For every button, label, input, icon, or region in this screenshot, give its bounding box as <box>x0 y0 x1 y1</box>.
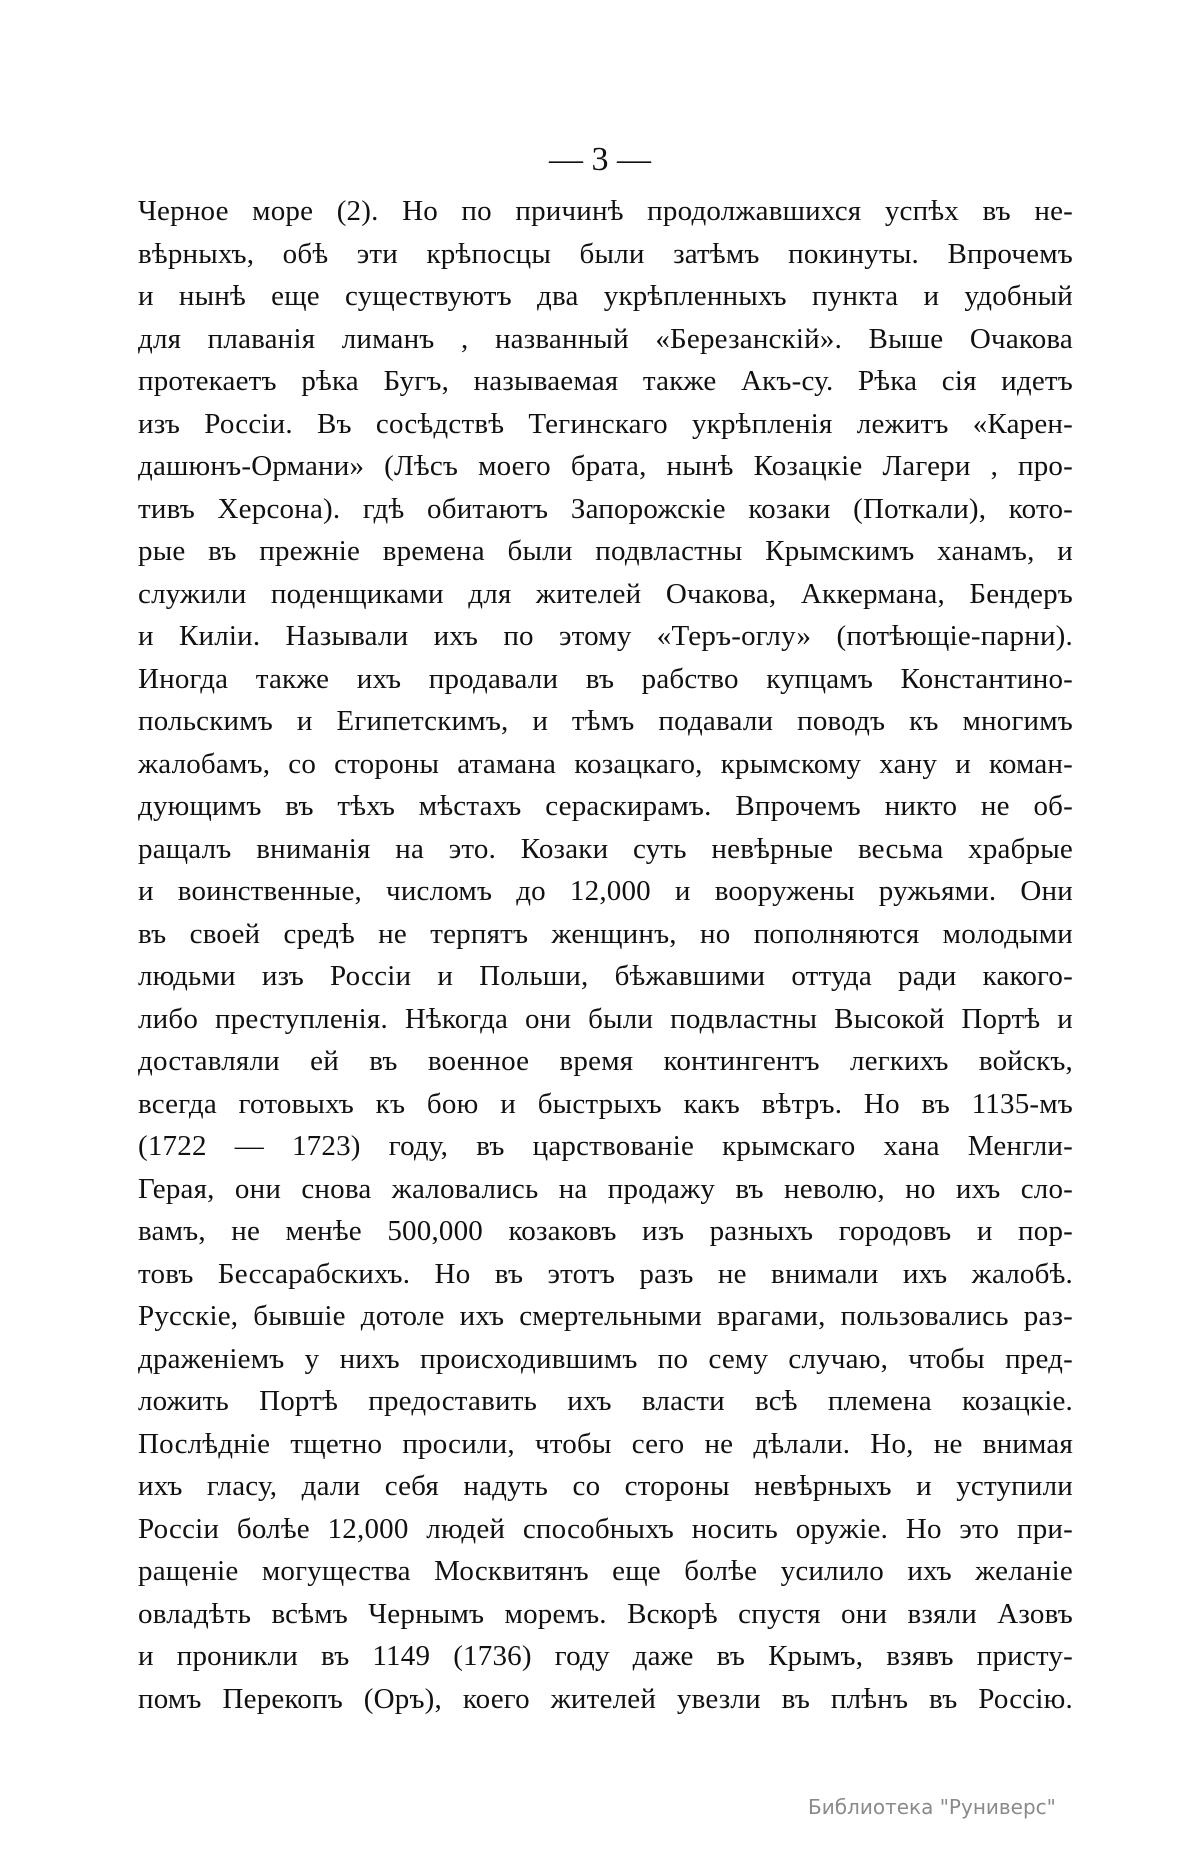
text-line: Россіи болѣе 12,000 людей способныхъ носить оружіе. Но это при- <box>138 1512 1073 1545</box>
text-line: ращеніе могущества Москвитянъ еще болѣе усилило ихъ желаніе <box>138 1555 1073 1587</box>
text-line: Герая, они снова жаловались на продажу въ неволю, но ихъ сло- <box>138 1172 1073 1205</box>
text-line: (1722 — 1723) году, въ царствованіе крымскаго хана Менгли- <box>138 1130 1073 1162</box>
text-line: дашюнъ-Ормани» (Лѣсъ моего брата, нынѣ Козацкіе Лагери , про- <box>138 450 1073 482</box>
text-line: Черное море (2). Но по причинѣ продолжавшихся успѣх въ не- <box>138 195 1073 227</box>
text-line: помъ Перекопъ (Оръ), коего жителей увезли въ плѣнъ въ Россію. <box>138 1682 1073 1715</box>
library-watermark: Библиотека "Руниверс" <box>808 1795 1056 1819</box>
text-line: людьми изъ Россіи и Польши, бѣжавшими оттуда ради какого- <box>138 960 1073 992</box>
text-line: жалобамъ, со стороны атамана козацкаго, крымскому хану и коман- <box>138 747 1073 780</box>
text-line: и Киліи. Называли ихъ по этому «Теръ-оглу» (потѣющіе-парни). <box>138 620 1073 652</box>
body-text <box>138 190 1073 1720</box>
text-line: служили поденщиками для жителей Очакова, Аккермана, Бендеръ <box>138 577 1073 610</box>
text-line: изъ Россіи. Въ сосѣдствѣ Тегинскаго укрѣпленія лежитъ «Карен- <box>138 407 1073 440</box>
text-line: Иногда также ихъ продавали въ рабство купцамъ Константино- <box>138 662 1073 695</box>
text-line: либо преступленія. Нѣкогда они были подвластны Высокой Портѣ и <box>138 1002 1073 1035</box>
text-line: протекаетъ рѣка Бугъ, называемая также Акъ-су. Рѣка сія идетъ <box>138 365 1073 397</box>
text-line: дующимъ въ тѣхъ мѣстахъ сераскирамъ. Впрочемъ никто не об- <box>138 790 1073 822</box>
text-line: и нынѣ еще существуютъ два укрѣпленныхъ пункта и удобный <box>138 280 1073 312</box>
text-line: доставляли ей въ военное время контингентъ легкихъ войскъ, <box>138 1045 1073 1077</box>
text-line: въ своей средѣ не терпятъ женщинъ, но пополняются молодыми <box>138 917 1073 950</box>
text-line: овладѣть всѣмъ Чернымъ моремъ. Вскорѣ спустя они взяли Азовъ <box>138 1597 1073 1630</box>
text-line: для плаванія лиманъ , названный «Березанскій». Выше Очакова <box>138 322 1073 355</box>
page-number: — 3 — <box>549 141 651 178</box>
text-line: вѣрныхъ, обѣ эти крѣпосцы были затѣмъ покинуты. Впрочемъ <box>138 237 1073 270</box>
text-line: вамъ, не менѣе 500,000 козаковъ изъ разныхъ городовъ и пор- <box>138 1215 1073 1247</box>
text-line: польскимъ и Египетскимъ, и тѣмъ подавали поводъ къ многимъ <box>138 705 1073 737</box>
text-line: товъ Бессарабскихъ. Но въ этотъ разъ не внимали ихъ жалобѣ. <box>138 1257 1073 1290</box>
text-line: Послѣдніе тщетно просили, чтобы сего не дѣлали. Но, не внимая <box>138 1427 1073 1460</box>
text-line: рые въ прежніе времена были подвластны Крымскимъ ханамъ, и <box>138 535 1073 567</box>
text-line: ихъ гласу, дали себя надуть со стороны невѣрныхъ и уступили <box>138 1470 1073 1502</box>
text-line: тивъ Херсона). гдѣ обитаютъ Запорожскіе козаки (Поткали), кото- <box>138 492 1073 525</box>
text-line: и воинственные, числомъ до 12,000 и вооружены ружьями. Они <box>138 875 1073 907</box>
text-line: ложить Портѣ предоставить ихъ власти всѣ племена козацкіе. <box>138 1385 1073 1417</box>
text-line: ращалъ вниманія на это. Козаки суть невѣрные весьма храбрые <box>138 832 1073 865</box>
text-line: и проникли въ 1149 (1736) году даже въ Крымъ, взявъ присту- <box>138 1640 1073 1672</box>
text-line: драженіемъ у нихъ происходившимъ по сему случаю, чтобы пред- <box>138 1342 1073 1375</box>
text-line: всегда готовыхъ къ бою и быстрыхъ какъ вѣтръ. Но въ 1135-мъ <box>138 1087 1073 1120</box>
text-line: Русскіе, бывшіе дотоле ихъ смертельными врагами, пользовались раз- <box>138 1300 1073 1332</box>
